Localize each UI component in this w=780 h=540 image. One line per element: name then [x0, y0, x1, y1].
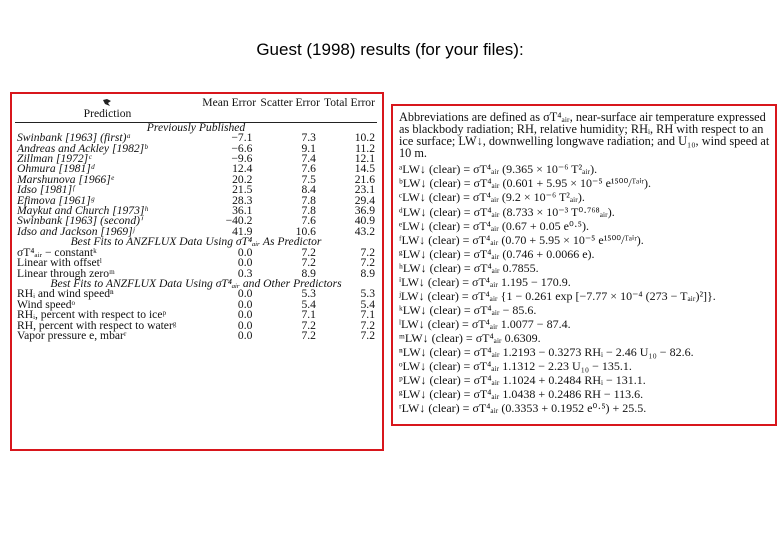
prediction-cell: Maykut and Church [1973]ʰ [17, 204, 148, 218]
formula-line: ⁿLW↓ (clear) = σT⁴ₐᵢᵣ 1.2193 − 0.3273 RHᵢ − 2.46 U₁₀ − 82.6. [399, 344, 694, 359]
total-error-cell: 36.9 [354, 204, 375, 218]
prediction-cell: Wind speedᵒ [17, 297, 75, 311]
page-title: Guest (1998) results (for your files): [256, 40, 524, 59]
scatter-error-cell: 5.4 [301, 297, 316, 311]
formula-line: ʳLW↓ (clear) = σT⁴ₐᵢᵣ (0.3353 + 0.1952 e⁰·⁵) + 25.5. [399, 401, 647, 416]
scatter-error-cell: 7.5 [301, 172, 316, 186]
section-title: Best Fits to ANZFLUX Data Using σT⁴ₐᵢᵣ and Other Predictors [50, 276, 342, 290]
formula-line: ᵐLW↓ (clear) = σT⁴ₐᵢᵣ 0.6309. [399, 330, 541, 345]
scatter-error-cell: 9.1 [301, 141, 316, 155]
mean-error-cell: −6.6 [231, 141, 253, 155]
mean-error-cell: −9.6 [231, 152, 253, 166]
formula-line: ʲLW↓ (clear) = σT⁴ₐᵢᵣ {1 − 0.261 exp [−7.77 × 10⁻⁴ (273 − Tₐᵢᵣ)²]}. [399, 288, 716, 303]
total-error-cell: 29.4 [354, 193, 375, 207]
formula-line: ᵉLW↓ (clear) = σT⁴ₐᵢᵣ (0.67 + 0.05 e⁰·⁵). [399, 218, 589, 233]
abbreviations-text: Abbreviations are defined as σT⁴ₐᵢᵣ, near-surface air temperature expressed as blackbody radiation; RH, relative humidity; RHᵢ, RH with respect to an ice surface; LW↓, downwelling longwave radiation; and U₁₀, wind speed at 10 m. [399, 110, 770, 161]
total-error-cell: 8.9 [360, 266, 375, 280]
total-error-cell: 43.2 [354, 224, 375, 238]
mean-error-cell: 0.0 [237, 297, 253, 311]
prediction-cell: Efimova [1961]ᵍ [17, 193, 95, 207]
prediction-cell: Marshunova [1966]ᵉ [17, 172, 114, 186]
scatter-error-cell: 8.9 [301, 266, 316, 280]
total-error-header: Total Error [323, 96, 375, 109]
mean-error-cell: 0.0 [237, 256, 253, 270]
prediction-cell: Idso [1981]ᶠ [17, 183, 75, 197]
total-error-cell: 40.9 [354, 214, 375, 228]
scatter-error-cell: 7.6 [301, 162, 316, 176]
total-error-cell: 23.1 [354, 183, 375, 197]
total-error-cell: 14.5 [354, 162, 375, 176]
prediction-cell: Swinbank [1963] (first)ᵃ [17, 131, 132, 145]
formula-line: ʰLW↓ (clear) = σT⁴ₐᵢᵣ 0.7855. [399, 260, 539, 275]
section-title: Previously Published [146, 120, 246, 134]
total-error-cell: 7.2 [360, 256, 375, 270]
scatter-error-cell: 7.1 [301, 308, 316, 322]
mean-error-cell: 0.0 [237, 287, 253, 301]
scatter-error-cell: 7.4 [301, 152, 316, 166]
total-error-cell: 5.3 [360, 287, 375, 301]
total-error-cell: 11.2 [355, 141, 375, 155]
table-header-row [15, 98, 377, 120]
scatter-error-cell: 7.2 [301, 328, 316, 342]
scatter-error-cell: 10.6 [295, 224, 316, 238]
mean-error-cell: 0.0 [237, 308, 253, 322]
scatter-error-cell: 7.3 [301, 131, 316, 145]
scatter-error-cell: 7.8 [301, 204, 316, 218]
prediction-cell: Swinbank [1963] (second)ⁱ [17, 214, 143, 228]
table-body [15, 122, 377, 341]
formula-line: ˡLW↓ (clear) = σT⁴ₐᵢᵣ 1.0077 − 87.4. [399, 316, 571, 331]
mean-error-cell: 36.1 [232, 204, 253, 218]
scatter-error-cell: 8.4 [301, 183, 316, 197]
mean-error-cell: 20.2 [232, 172, 253, 186]
formula-line: ᵒLW↓ (clear) = σT⁴ₐᵢᵣ 1.1312 − 2.23 U₁₀ − 135.1. [399, 359, 632, 374]
total-error-cell: 7.1 [360, 308, 375, 322]
formula-line: ᵍLW↓ (clear) = σT⁴ₐᵢᵣ 1.0438 + 0.2486 RH − 113.6. [399, 387, 644, 402]
mean-error-cell: 28.3 [232, 193, 253, 207]
mean-error-cell: −7.1 [231, 131, 253, 145]
scatter-error-cell: 7.2 [301, 256, 316, 270]
mean-error-cell: 0.3 [237, 266, 253, 280]
prediction-cell: Idso and Jackson [1969]ʲ [17, 224, 135, 238]
header-ornament-icon [102, 98, 112, 107]
formula-list [399, 162, 771, 415]
section-title: Best Fits to ANZFLUX Data Using σT⁴ₐᵢᵣ As Predictor [70, 235, 322, 249]
table-row [15, 331, 377, 341]
total-error-cell: 7.2 [360, 328, 375, 342]
prediction-cell: Ohmura [1981]ᵈ [17, 162, 95, 176]
scatter-error-cell: 5.3 [301, 287, 316, 301]
prediction-cell: Zillman [1972]ᶜ [17, 152, 92, 166]
formula-line: ᵈLW↓ (clear) = σT⁴ₐᵢᵣ (8.733 × 10⁻³ T⁰·⁷⁶⁸ₐᵢᵣ). [399, 204, 615, 219]
prediction-cell: RH, percent with respect to waterᵍ [17, 318, 177, 332]
total-error-cell: 7.2 [360, 318, 375, 332]
total-error-cell: 21.6 [354, 172, 375, 186]
prediction-cell: Linear through zeroᵐ [17, 266, 115, 280]
prediction-error-table [15, 98, 377, 341]
total-error-cell: 10.2 [354, 131, 375, 145]
total-error-cell: 12.1 [354, 152, 375, 166]
prediction-header: Prediction [15, 98, 200, 120]
mean-error-cell: 0.0 [237, 318, 253, 332]
mean-error-cell: 0.0 [237, 245, 253, 259]
mean-error-cell: 21.5 [232, 183, 253, 197]
formula-line: ᶠLW↓ (clear) = σT⁴ₐᵢᵣ (0.70 + 5.95 × 10⁻⁵ e¹⁵⁰⁰/ᵀᵃⁱʳ). [399, 232, 644, 247]
formula-line: ⁱLW↓ (clear) = σT⁴ₐᵢᵣ 1.195 − 170.9. [399, 274, 571, 289]
prediction-cell: Linear with offsetˡ [17, 256, 102, 270]
abbreviations-panel [391, 104, 777, 426]
formula-line: ᵏLW↓ (clear) = σT⁴ₐᵢᵣ − 85.6. [399, 302, 537, 317]
scatter-error-cell: 7.8 [301, 193, 316, 207]
prediction-cell: RHᵢ and wind speedⁿ [17, 287, 114, 301]
formula-line: ᶜLW↓ (clear) = σT⁴ₐᵢᵣ (9.2 × 10⁻⁶ T²ₐᵢᵣ). [399, 190, 585, 205]
prediction-cell: Vapor pressure e, mbarʳ [17, 328, 127, 342]
mean-error-cell: 0.0 [237, 328, 253, 342]
prediction-cell: Andreas and Ackley [1982]ᵇ [17, 141, 148, 155]
scatter-error-cell: 7.6 [301, 214, 316, 228]
mean-error-cell: 41.9 [232, 224, 253, 238]
results-table-panel [10, 92, 384, 451]
formula-line: ᵇLW↓ (clear) = σT⁴ₐᵢᵣ (0.601 + 5.95 × 10⁻⁵ e¹⁵⁰⁰/ᵀᵃⁱʳ). [399, 176, 652, 191]
mean-error-header: Mean Error [202, 96, 257, 109]
formula-line: ᵖLW↓ (clear) = σT⁴ₐᵢᵣ 1.1024 + 0.2484 RHᵢ − 131.1. [399, 373, 646, 388]
scatter-error-cell: 7.2 [301, 245, 316, 259]
formula-line: ᵃLW↓ (clear) = σT⁴ₐᵢᵣ (9.365 × 10⁻⁶ T²ₐᵢᵣ). [399, 162, 598, 177]
total-error-cell: 7.2 [360, 245, 375, 259]
mean-error-cell: −40.2 [225, 214, 253, 228]
formula-line: ᵍLW↓ (clear) = σT⁴ₐᵢᵣ (0.746 + 0.0066 e). [399, 246, 595, 261]
scatter-error-cell: 7.2 [301, 318, 316, 332]
scatter-error-header: Scatter Error [260, 96, 320, 109]
mean-error-cell: 12.4 [232, 162, 253, 176]
total-error-cell: 5.4 [360, 297, 375, 311]
prediction-cell: σT⁴ₐᵢᵣ − constantᵏ [17, 245, 97, 259]
prediction-cell: RHᵢ, percent with respect to iceᵖ [17, 308, 167, 322]
